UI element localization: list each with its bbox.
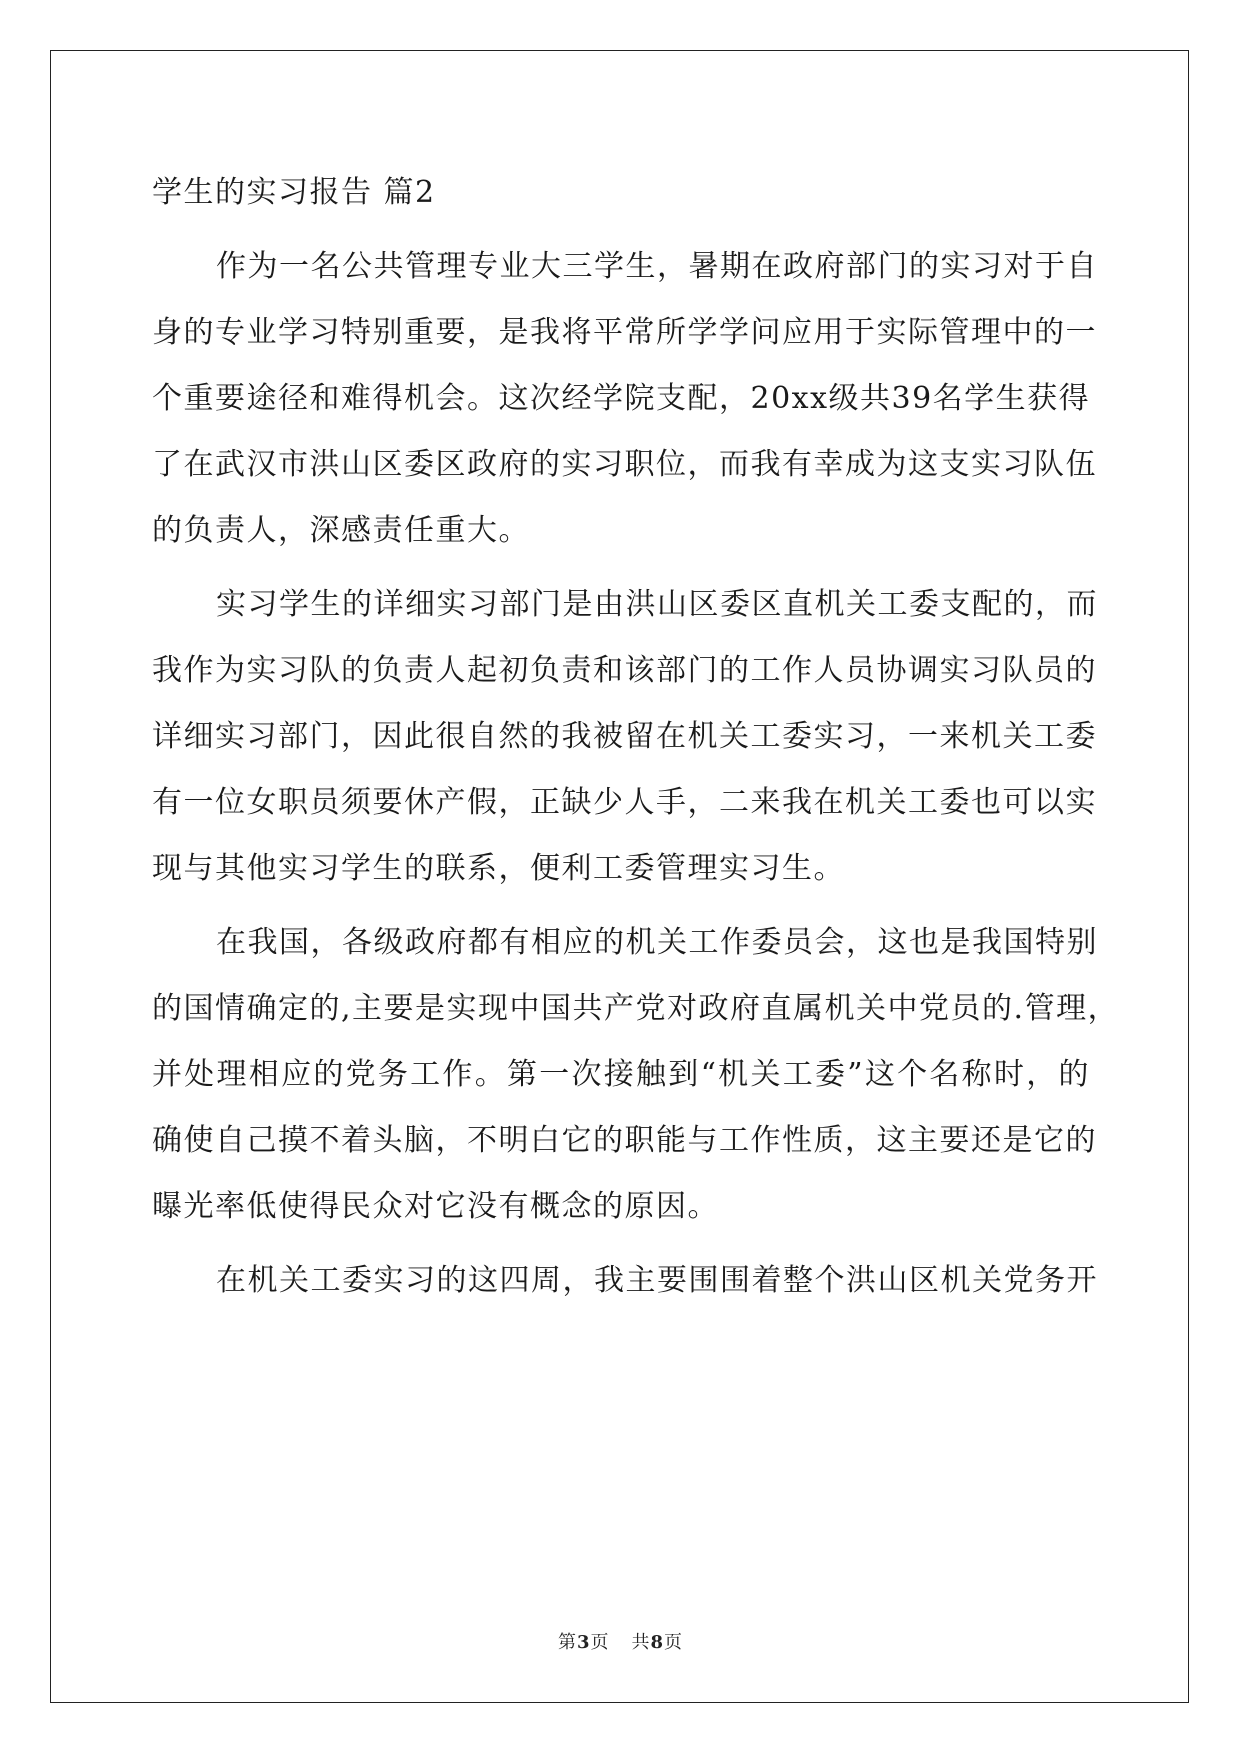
page-total: 8 — [650, 1632, 665, 1653]
paragraph-line: 确使自己摸不着头脑，不明白它的职能与工作性质，这主要还是它的 — [152, 1123, 1097, 1158]
section-heading: 学生的实习报告 篇2 — [152, 175, 436, 210]
paragraph-line: 详细实习部门，因此很自然的我被留在机关工委实习，一来机关工委 — [152, 719, 1097, 754]
paragraph-line: 并处理相应的党务工作。第一次接触到“机关工委”这个名称时，的 — [152, 1057, 1090, 1092]
paragraph-line: 曝光率低使得民众对它没有概念的原因。 — [152, 1189, 719, 1224]
page-number: 3 — [576, 1632, 591, 1653]
paragraph-line: 了在武汉市洪山区委区政府的实习职位，而我有幸成为这支实习队伍 — [152, 447, 1097, 482]
paragraph-line: 个重要途径和难得机会。这次经学院支配，20xx级共39名学生获得 — [152, 381, 1091, 416]
document-body — [152, 160, 1120, 1314]
paragraph-line: 作为一名公共管理专业大三学生，暑期在政府部门的实习对于自 — [216, 249, 1098, 284]
paragraph-line: 的国情确定的,主要是实现中国共产党对政府直属机关中党员的.管理， — [152, 991, 1120, 1026]
page-footer — [0, 1628, 1241, 1654]
paragraph-line: 现与其他实习学生的联系，便利工委管理实习生。 — [152, 851, 845, 886]
paragraph-line: 在我国，各级政府都有相应的机关工作委员会，这也是我国特别 — [216, 925, 1098, 960]
page-suffix: 页 — [590, 1632, 610, 1653]
total-prefix: 共 — [631, 1632, 651, 1653]
paragraph-line: 实习学生的详细实习部门是由洪山区委区直机关工委支配的，而 — [216, 587, 1098, 622]
paragraph-line: 在机关工委实习的这四周，我主要围围着整个洪山区机关党务开 — [216, 1263, 1098, 1298]
total-suffix: 页 — [664, 1632, 684, 1653]
paragraph-line: 身的专业学习特别重要，是我将平常所学学问应用于实际管理中的一 — [152, 315, 1097, 350]
paragraph-line: 的负责人，深感责任重大。 — [152, 513, 530, 548]
paragraph-line: 我作为实习队的负责人起初负责和该部门的工作人员协调实习队员的 — [152, 653, 1097, 688]
paragraph-line: 有一位女职员须要休产假，正缺少人手，二来我在机关工委也可以实 — [152, 785, 1097, 820]
page-prefix: 第 — [557, 1632, 577, 1653]
